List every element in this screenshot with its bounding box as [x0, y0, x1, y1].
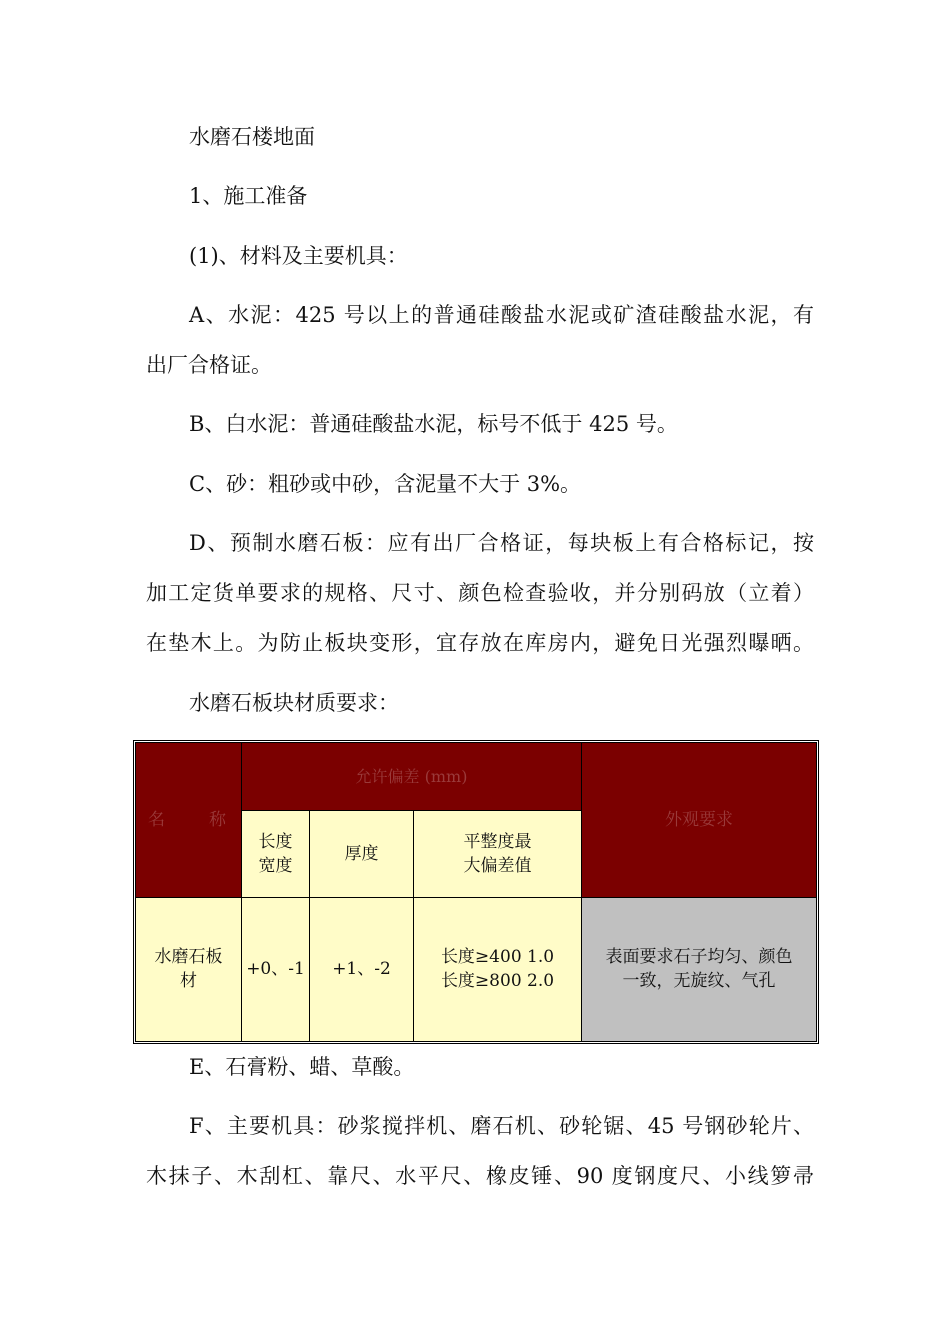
item-f-line2: 木抹子、木刮杠、靠尺、水平尺、橡皮锤、90 度钢度尺、小线箩帚 [146, 1164, 814, 1188]
row-name: 水磨石板 材 [136, 897, 242, 1042]
item-a-line1: A、水泥：425 号以上的普通硅酸盐水泥或矿渣硅酸盐水泥，有 [189, 303, 814, 327]
row-thickness-tolerance: +1、-2 [310, 897, 414, 1042]
row-length-tolerance: +0、-1 [242, 897, 310, 1042]
subheader-flatness: 平整度最 大偏差值 [414, 811, 582, 897]
row-flatness: 长度≥400 1.0 长度≥800 2.0 [414, 897, 582, 1042]
header-name: 名 称 [136, 743, 242, 898]
header-appearance: 外观要求 [582, 743, 817, 898]
table-caption: 水磨石板块材质要求： [189, 691, 399, 715]
section-title: 1、施工准备 [189, 184, 308, 208]
spec-table [133, 740, 819, 1044]
item-d-line2: 加工定货单要求的规格、尺寸、颜色检查验收，并分别码放（立着） [146, 581, 814, 605]
page-heading: 水磨石楼地面 [189, 125, 315, 149]
subheader-length: 长度 宽度 [242, 811, 310, 897]
item-d-line1: D、预制水磨石板：应有出厂合格证，每块板上有合格标记，按 [189, 531, 814, 555]
row-appearance: 表面要求石子均匀、颜色 一致，无旋纹、气孔 [582, 897, 817, 1042]
item-a-line2: 出厂合格证。 [146, 353, 272, 377]
subsection-title: (1)、材料及主要机具： [189, 244, 408, 268]
item-d-line3: 在垫木上。为防止板块变形，宜存放在库房内，避免日光强烈曝晒。 [146, 631, 814, 655]
item-e: E、石膏粉、蜡、草酸。 [189, 1055, 415, 1079]
header-tolerance: 允许偏差 (mm) [242, 743, 582, 811]
item-b: B、白水泥：普通硅酸盐水泥，标号不低于 425 号。 [189, 412, 678, 436]
item-f-line1: F、主要机具：砂浆搅拌机、磨石机、砂轮锯、45 号钢砂轮片、 [189, 1114, 814, 1138]
subheader-thickness: 厚度 [310, 811, 414, 897]
item-c: C、砂：粗砂或中砂，含泥量不大于 3%。 [189, 472, 582, 496]
